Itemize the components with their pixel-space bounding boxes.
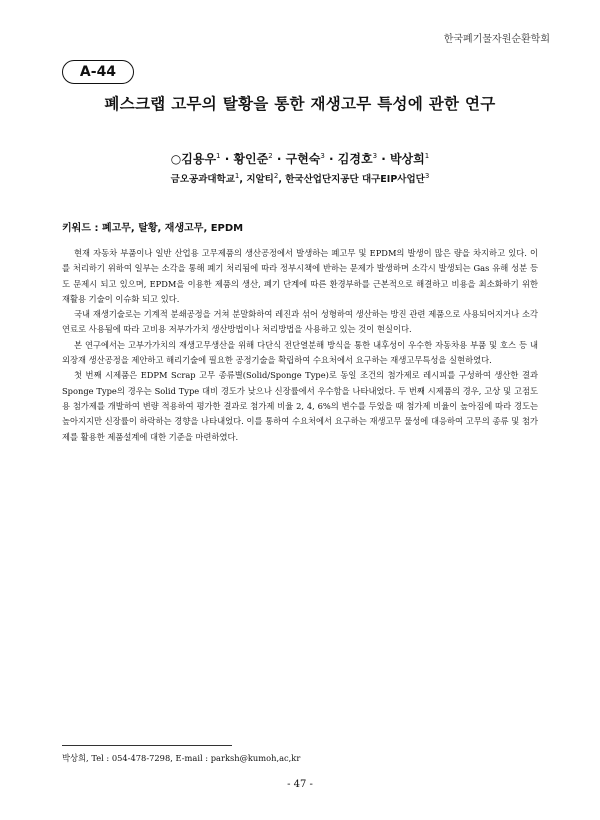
affiliation-separator: ,: [278, 174, 286, 185]
affiliation-ref: 3: [424, 171, 430, 180]
author: [171, 152, 234, 166]
author-separator: ·: [220, 152, 234, 166]
page-number: - 47 -: [287, 779, 313, 790]
author-list: [0, 150, 600, 167]
affiliation: [170, 171, 247, 185]
keywords: 키워드 : 폐고무, 탈황, 재생고무, EPDM: [62, 223, 244, 234]
author-affil-ref: 2: [268, 152, 273, 160]
author: [390, 152, 429, 166]
affiliation-list: [0, 171, 600, 185]
presenter-mark: ○: [170, 152, 182, 166]
affiliation-name: 한국산업단지공단 대구EIP사업단: [285, 174, 425, 185]
corresponding-author-footnote: 박상희, Tel : 054-478-7298, E-mail : parksh@kumoh,ac,kr: [62, 753, 301, 763]
paragraph: 국내 재생기술로는 기계적 분쇄공정을 거쳐 분말화하여 레진과 섞어 성형하여 생산하는 방진 관련 제품으로 사용되어지거나 소각연료로 사용됨에 따라 고비용 저부가가치 생산방법이나 처리방법을 사용하고 있는 것이 현실이다.: [62, 309, 538, 335]
paragraph: 현재 자동차 부품이나 일반 산업용 고무제품의 생산공정에서 발생하는 폐고무 및 EPDM의 발생이 많은 량을 차지하고 있다. 이를 처리하기 위하여 일부는 소각을 통해 폐기 처리됨에 따라 정부시책에 반하는 문제가 발생하며 소각시 발생되는 Gas 유해 성분 등도 문제시 되고 있으며, EPDM을 이용한 제품의 생산, 폐기 단계에 따른 환경부하를 근본적으로 해결하고 비용을 최소화하기 위한 재활용 기술이 이슈화 되고 있다.: [62, 248, 538, 304]
affiliation-ref: 2: [273, 171, 279, 180]
author-affil-ref: 1: [424, 152, 430, 160]
paragraph: 첫 번째 시제품은 EDPM Scrap 고무 종류별(Solid/Sponge Type)로 동일 조건의 첨가제로 레시피를 구성하여 생산한 결과 Sponge Type의 경우는 Solid Type 대비 경도가 낮으나 신장률에서 우수함을 나타내었다. 두 번째 시제품의 경우, 고상 및 고점도용 첨가제를 개발하여 변량 적용하여 평가한 결과로 첨가제 비율 2, 4, 6%의 변수를 두었을 때 첨가제 비율이 높아짐에 따라 경도는 높아지지만 신장률이 하락하는 경향을 나타내었다. 이를 통하여 수요처에서 요구하는 재생고무 물성에 대응하여 고무의 종류 및 첨가제를 활용한 제품설계에 대한 기준을 마련하였다.: [62, 370, 538, 442]
author-name: 김용우: [181, 152, 217, 166]
affiliation: [285, 171, 430, 185]
affiliation: [246, 171, 286, 185]
affiliation-ref: 1: [234, 171, 240, 180]
affiliation-name: 지알티: [246, 174, 274, 185]
paper-code-badge: A-44: [62, 60, 134, 84]
author-name: 김경호: [337, 152, 373, 166]
author-affil-ref: 3: [320, 152, 325, 160]
affiliation-separator: ,: [239, 174, 247, 185]
author-separator: ·: [272, 152, 286, 166]
author-name: 구현숙: [285, 152, 321, 166]
affiliation-name: 금오공과대학교: [170, 174, 235, 185]
author-separator: ·: [377, 152, 390, 166]
abstract-body: [62, 246, 538, 445]
author-name: 박상희: [389, 152, 425, 166]
author: [286, 152, 338, 166]
author-affil-ref: 3: [372, 152, 378, 160]
author: [338, 152, 390, 166]
paragraph: 본 연구에서는 고부가가치의 재생고무생산을 위해 다단식 전단열분해 방식을 통한 내후성이 우수한 자동차용 부품 및 호스 등 내외장재 생산공정을 제안하고 해리기술에 필요한 공정기술을 확립하여 수요처에서 요구하는 재생고무특성을 실현하였다.: [62, 339, 538, 366]
author-separator: ·: [324, 152, 338, 166]
society-name: 한국폐기물자원순환학회: [443, 34, 550, 45]
footnote-divider: [62, 745, 232, 746]
author-affil-ref: 1: [216, 152, 221, 160]
paper-title: 폐스크랩 고무의 탈황을 통한 재생고무 특성에 관한 연구: [104, 95, 496, 113]
author: [233, 152, 285, 166]
author-name: 황인준: [233, 152, 269, 166]
